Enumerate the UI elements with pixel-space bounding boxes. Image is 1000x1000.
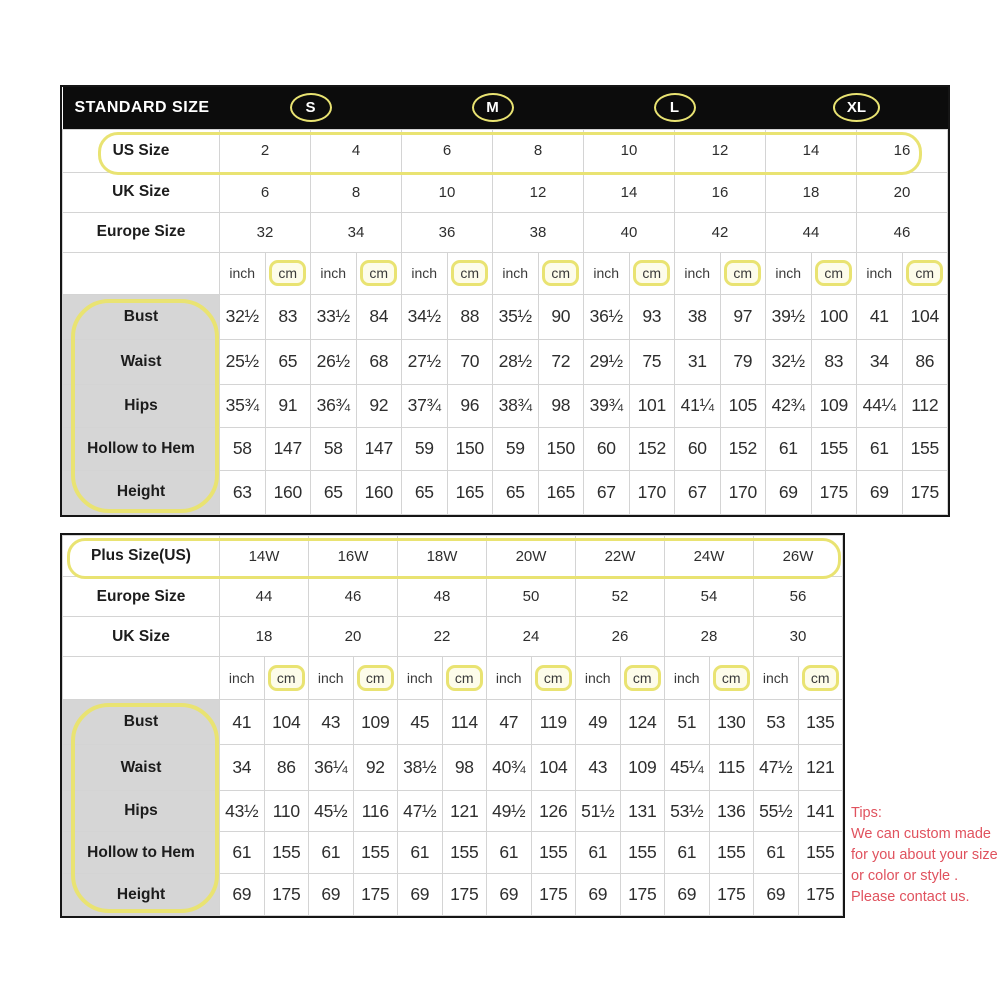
measure-cell: 69 <box>766 470 812 514</box>
measure-cell: 100 <box>811 294 857 339</box>
measure-cell: 72 <box>538 339 584 384</box>
size-cell: 46 <box>857 212 948 252</box>
measure-cell: 51 <box>665 700 710 745</box>
measure-cell: 41¼ <box>675 384 721 427</box>
measure-cell: 155 <box>902 427 948 470</box>
measure-cell: 165 <box>538 470 584 514</box>
measure-cell: 43 <box>309 700 354 745</box>
measure-cell: 37¾ <box>402 384 448 427</box>
measure-cell: 155 <box>442 832 487 874</box>
size-cell: 4 <box>311 129 402 172</box>
measure-cell: 53½ <box>665 791 710 832</box>
size-cell: 40 <box>584 212 675 252</box>
measure-cell: 67 <box>675 470 721 514</box>
unit-inch-cell: inch <box>309 657 354 700</box>
measure-cell: 61 <box>576 832 621 874</box>
measure-cell: 147 <box>265 427 311 470</box>
measure-cell: 69 <box>220 874 265 916</box>
measure-cell: 109 <box>620 745 665 791</box>
measure-cell: 69 <box>576 874 621 916</box>
measure-cell: 170 <box>720 470 766 514</box>
unit-inch-cell: inch <box>220 252 266 294</box>
measure-cell: 112 <box>902 384 948 427</box>
row-uk-size <box>63 617 843 657</box>
size-cell: 44 <box>766 212 857 252</box>
unit-inch-cell: inch <box>487 657 532 700</box>
measure-cell: 69 <box>754 874 799 916</box>
measure-cell: 61 <box>766 427 812 470</box>
measure-cell: 47½ <box>754 745 799 791</box>
tips-note <box>851 803 999 908</box>
row-label: Europe Size <box>63 577 220 617</box>
measure-cell: 42¾ <box>766 384 812 427</box>
size-cell: 20W <box>487 536 576 577</box>
measure-cell: 35½ <box>493 294 539 339</box>
measure-cell: 65 <box>311 470 357 514</box>
size-cell: 30 <box>754 617 843 657</box>
measure-cell: 65 <box>493 470 539 514</box>
cm-highlight-badge: cm <box>713 665 750 691</box>
size-cell: 18W <box>398 536 487 577</box>
size-cell: 10 <box>584 129 675 172</box>
size-cell: 52 <box>576 577 665 617</box>
size-cell: 48 <box>398 577 487 617</box>
measure-cell: 25½ <box>220 339 266 384</box>
measure-cell: 61 <box>220 832 265 874</box>
size-cell: 12 <box>493 172 584 212</box>
measure-cell: 155 <box>709 832 754 874</box>
size-cell: 36 <box>402 212 493 252</box>
tips-line: or color or style . <box>851 868 959 884</box>
size-group-badge-l: L <box>654 93 696 122</box>
cm-highlight-badge: cm <box>357 665 394 691</box>
measure-cell: 38 <box>675 294 721 339</box>
cm-highlight-badge: cm <box>906 260 943 286</box>
measure-cell: 83 <box>811 339 857 384</box>
row-hollow-to-hem <box>63 427 948 470</box>
unit-cm-cell <box>720 252 766 294</box>
measure-cell: 175 <box>531 874 576 916</box>
row-label: UK Size <box>63 617 220 657</box>
measure-cell: 86 <box>902 339 948 384</box>
row-label: Bust <box>63 294 220 339</box>
measure-cell: 121 <box>442 791 487 832</box>
measure-cell: 175 <box>811 470 857 514</box>
unit-cm-cell <box>264 657 309 700</box>
row-label: Plus Size(US) <box>63 536 220 577</box>
measure-cell: 155 <box>811 427 857 470</box>
size-cell: 6 <box>402 129 493 172</box>
measure-cell: 32½ <box>766 339 812 384</box>
measure-cell: 175 <box>709 874 754 916</box>
cm-highlight-badge: cm <box>815 260 852 286</box>
measure-cell: 150 <box>538 427 584 470</box>
measure-cell: 65 <box>402 470 448 514</box>
unit-cm-cell <box>798 657 843 700</box>
measure-cell: 160 <box>356 470 402 514</box>
measure-cell: 175 <box>353 874 398 916</box>
size-cell: 28 <box>665 617 754 657</box>
size-cell: 12 <box>675 129 766 172</box>
size-cell: 16W <box>309 536 398 577</box>
measure-cell: 61 <box>398 832 443 874</box>
measure-cell: 58 <box>311 427 357 470</box>
measure-cell: 63 <box>220 470 266 514</box>
row-label-empty <box>63 252 220 294</box>
tips-title: Tips: <box>851 805 882 821</box>
row-label: UK Size <box>63 172 220 212</box>
measure-cell: 119 <box>531 700 576 745</box>
row-height <box>63 874 843 916</box>
unit-inch-cell: inch <box>402 252 448 294</box>
measure-cell: 141 <box>798 791 843 832</box>
size-cell: 26W <box>754 536 843 577</box>
measure-cell: 84 <box>356 294 402 339</box>
unit-cm-cell <box>353 657 398 700</box>
measure-cell: 75 <box>629 339 675 384</box>
measure-cell: 60 <box>584 427 630 470</box>
size-cell: 16 <box>857 129 948 172</box>
measure-cell: 104 <box>531 745 576 791</box>
row-label: Waist <box>63 339 220 384</box>
size-cell: 26 <box>576 617 665 657</box>
unit-cm-cell <box>620 657 665 700</box>
row-label: Waist <box>63 745 220 791</box>
unit-inch-cell: inch <box>398 657 443 700</box>
unit-cm-cell <box>538 252 584 294</box>
measure-cell: 69 <box>398 874 443 916</box>
measure-cell: 47 <box>487 700 532 745</box>
measure-cell: 38½ <box>398 745 443 791</box>
row-label: Hips <box>63 384 220 427</box>
unit-cm-cell <box>447 252 493 294</box>
standard-size-table <box>60 85 950 517</box>
measure-cell: 130 <box>709 700 754 745</box>
measure-cell: 36¼ <box>309 745 354 791</box>
unit-inch-cell: inch <box>766 252 812 294</box>
row-units <box>63 657 843 700</box>
tips-line: We can custom made <box>851 826 991 842</box>
measure-cell: 43 <box>576 745 621 791</box>
plus-size-table <box>60 533 845 918</box>
unit-cm-cell <box>629 252 675 294</box>
row-waist <box>63 339 948 384</box>
cm-highlight-badge: cm <box>624 665 661 691</box>
measure-cell: 47½ <box>398 791 443 832</box>
measure-cell: 136 <box>709 791 754 832</box>
measure-cell: 61 <box>754 832 799 874</box>
measure-cell: 86 <box>264 745 309 791</box>
measure-cell: 69 <box>665 874 710 916</box>
measure-cell: 39½ <box>766 294 812 339</box>
size-cell: 14 <box>766 129 857 172</box>
cm-highlight-badge: cm <box>360 260 397 286</box>
measure-cell: 101 <box>629 384 675 427</box>
unit-cm-cell <box>709 657 754 700</box>
unit-inch-cell: inch <box>311 252 357 294</box>
row-hollow-to-hem <box>63 832 843 874</box>
measure-cell: 69 <box>857 470 903 514</box>
size-cell: 10 <box>402 172 493 212</box>
measure-cell: 79 <box>720 339 766 384</box>
size-cell: 44 <box>220 577 309 617</box>
size-group-cell <box>402 87 584 129</box>
size-cell: 38 <box>493 212 584 252</box>
measure-cell: 61 <box>665 832 710 874</box>
measure-cell: 61 <box>309 832 354 874</box>
size-cell: 20 <box>309 617 398 657</box>
measure-cell: 114 <box>442 700 487 745</box>
measure-cell: 49 <box>576 700 621 745</box>
measure-cell: 160 <box>265 470 311 514</box>
measure-cell: 58 <box>220 427 266 470</box>
measure-cell: 175 <box>902 470 948 514</box>
measure-cell: 43½ <box>220 791 265 832</box>
unit-inch-cell: inch <box>665 657 710 700</box>
size-group-cell <box>220 87 402 129</box>
cm-highlight-badge: cm <box>269 260 306 286</box>
cm-highlight-badge: cm <box>451 260 488 286</box>
size-cell: 24W <box>665 536 754 577</box>
measure-cell: 175 <box>620 874 665 916</box>
tips-line: for you about your size <box>851 847 998 863</box>
measure-cell: 53 <box>754 700 799 745</box>
measure-cell: 69 <box>487 874 532 916</box>
measure-cell: 109 <box>811 384 857 427</box>
tips-line: Please contact us. <box>851 889 970 905</box>
size-cell: 34 <box>311 212 402 252</box>
measure-cell: 126 <box>531 791 576 832</box>
unit-cm-cell <box>356 252 402 294</box>
cm-highlight-badge: cm <box>633 260 670 286</box>
unit-inch-cell: inch <box>584 252 630 294</box>
measure-cell: 104 <box>902 294 948 339</box>
measure-cell: 34 <box>220 745 265 791</box>
row-label: US Size <box>63 129 220 172</box>
row-height <box>63 470 948 514</box>
size-cell: 22W <box>576 536 665 577</box>
measure-cell: 152 <box>629 427 675 470</box>
size-cell: 54 <box>665 577 754 617</box>
measure-cell: 61 <box>487 832 532 874</box>
row-europe-size <box>63 577 843 617</box>
measure-cell: 131 <box>620 791 665 832</box>
size-group-cell <box>766 87 948 129</box>
row-bust <box>63 700 843 745</box>
row-hips <box>63 384 948 427</box>
measure-cell: 51½ <box>576 791 621 832</box>
cm-highlight-badge: cm <box>535 665 572 691</box>
unit-cm-cell <box>265 252 311 294</box>
size-cell: 14 <box>584 172 675 212</box>
measure-cell: 65 <box>265 339 311 384</box>
row-label: Hollow to Hem <box>63 427 220 470</box>
measure-cell: 34½ <box>402 294 448 339</box>
measure-cell: 109 <box>353 700 398 745</box>
row-us-size <box>63 129 948 172</box>
size-group-cell <box>584 87 766 129</box>
size-cell: 20 <box>857 172 948 212</box>
measure-cell: 92 <box>353 745 398 791</box>
unit-inch-cell: inch <box>857 252 903 294</box>
row-label: Hips <box>63 791 220 832</box>
measure-cell: 155 <box>798 832 843 874</box>
measure-cell: 96 <box>447 384 493 427</box>
measure-cell: 124 <box>620 700 665 745</box>
size-cell: 42 <box>675 212 766 252</box>
cm-highlight-badge: cm <box>724 260 761 286</box>
measure-cell: 147 <box>356 427 402 470</box>
measure-cell: 59 <box>493 427 539 470</box>
size-cell: 18 <box>220 617 309 657</box>
measure-cell: 59 <box>402 427 448 470</box>
measure-cell: 170 <box>629 470 675 514</box>
measure-cell: 26½ <box>311 339 357 384</box>
measure-cell: 34 <box>857 339 903 384</box>
measure-cell: 28½ <box>493 339 539 384</box>
measure-cell: 55½ <box>754 791 799 832</box>
size-group-badge-xl: XL <box>833 93 880 122</box>
measure-cell: 40¾ <box>487 745 532 791</box>
unit-inch-cell: inch <box>675 252 721 294</box>
cm-highlight-badge: cm <box>446 665 483 691</box>
measure-cell: 97 <box>720 294 766 339</box>
plus-size-grid <box>62 535 843 916</box>
row-units <box>63 252 948 294</box>
measure-cell: 91 <box>265 384 311 427</box>
measure-cell: 41 <box>220 700 265 745</box>
measure-cell: 38¾ <box>493 384 539 427</box>
row-label: Europe Size <box>63 212 220 252</box>
row-label: Height <box>63 874 220 916</box>
measure-cell: 98 <box>442 745 487 791</box>
measure-cell: 35¾ <box>220 384 266 427</box>
row-label: Hollow to Hem <box>63 832 220 874</box>
measure-cell: 44¼ <box>857 384 903 427</box>
unit-inch-cell: inch <box>576 657 621 700</box>
unit-inch-cell: inch <box>220 657 265 700</box>
measure-cell: 104 <box>264 700 309 745</box>
size-cell: 14W <box>220 536 309 577</box>
measure-cell: 45 <box>398 700 443 745</box>
measure-cell: 36½ <box>584 294 630 339</box>
measure-cell: 41 <box>857 294 903 339</box>
measure-cell: 152 <box>720 427 766 470</box>
size-cell: 8 <box>311 172 402 212</box>
size-cell: 50 <box>487 577 576 617</box>
measure-cell: 69 <box>309 874 354 916</box>
row-europe-size <box>63 212 948 252</box>
table-title: STANDARD SIZE <box>63 87 220 129</box>
unit-inch-cell: inch <box>493 252 539 294</box>
measure-cell: 116 <box>353 791 398 832</box>
measure-cell: 92 <box>356 384 402 427</box>
table-header-bar <box>63 87 948 129</box>
measure-cell: 93 <box>629 294 675 339</box>
measure-cell: 60 <box>675 427 721 470</box>
measure-cell: 88 <box>447 294 493 339</box>
unit-inch-cell: inch <box>754 657 799 700</box>
size-cell: 16 <box>675 172 766 212</box>
measure-cell: 36¾ <box>311 384 357 427</box>
row-label: Height <box>63 470 220 514</box>
measure-cell: 31 <box>675 339 721 384</box>
measure-cell: 135 <box>798 700 843 745</box>
measure-cell: 33½ <box>311 294 357 339</box>
measure-cell: 155 <box>620 832 665 874</box>
size-cell: 8 <box>493 129 584 172</box>
standard-size-grid <box>62 87 948 515</box>
size-cell: 56 <box>754 577 843 617</box>
measure-cell: 90 <box>538 294 584 339</box>
unit-cm-cell <box>811 252 857 294</box>
measure-cell: 110 <box>264 791 309 832</box>
measure-cell: 115 <box>709 745 754 791</box>
size-cell: 24 <box>487 617 576 657</box>
unit-cm-cell <box>531 657 576 700</box>
size-group-badge-m: M <box>472 93 514 122</box>
measure-cell: 175 <box>264 874 309 916</box>
row-plus-size-us <box>63 536 843 577</box>
measure-cell: 105 <box>720 384 766 427</box>
measure-cell: 29½ <box>584 339 630 384</box>
measure-cell: 150 <box>447 427 493 470</box>
size-cell: 32 <box>220 212 311 252</box>
row-bust <box>63 294 948 339</box>
size-cell: 18 <box>766 172 857 212</box>
measure-cell: 68 <box>356 339 402 384</box>
cm-highlight-badge: cm <box>268 665 305 691</box>
size-group-badge-s: S <box>290 93 332 122</box>
row-waist <box>63 745 843 791</box>
measure-cell: 155 <box>264 832 309 874</box>
row-label: Bust <box>63 700 220 745</box>
cm-highlight-badge: cm <box>542 260 579 286</box>
measure-cell: 70 <box>447 339 493 384</box>
measure-cell: 45¼ <box>665 745 710 791</box>
row-hips <box>63 791 843 832</box>
measure-cell: 39¾ <box>584 384 630 427</box>
measure-cell: 121 <box>798 745 843 791</box>
unit-cm-cell <box>902 252 948 294</box>
measure-cell: 155 <box>353 832 398 874</box>
unit-cm-cell <box>442 657 487 700</box>
measure-cell: 45½ <box>309 791 354 832</box>
measure-cell: 83 <box>265 294 311 339</box>
measure-cell: 165 <box>447 470 493 514</box>
measure-cell: 49½ <box>487 791 532 832</box>
measure-cell: 175 <box>798 874 843 916</box>
measure-cell: 155 <box>531 832 576 874</box>
size-cell: 6 <box>220 172 311 212</box>
size-cell: 22 <box>398 617 487 657</box>
row-label-empty <box>63 657 220 700</box>
measure-cell: 175 <box>442 874 487 916</box>
measure-cell: 32½ <box>220 294 266 339</box>
measure-cell: 98 <box>538 384 584 427</box>
size-cell: 2 <box>220 129 311 172</box>
row-uk-size <box>63 172 948 212</box>
measure-cell: 61 <box>857 427 903 470</box>
measure-cell: 27½ <box>402 339 448 384</box>
measure-cell: 67 <box>584 470 630 514</box>
size-cell: 46 <box>309 577 398 617</box>
cm-highlight-badge: cm <box>802 665 839 691</box>
